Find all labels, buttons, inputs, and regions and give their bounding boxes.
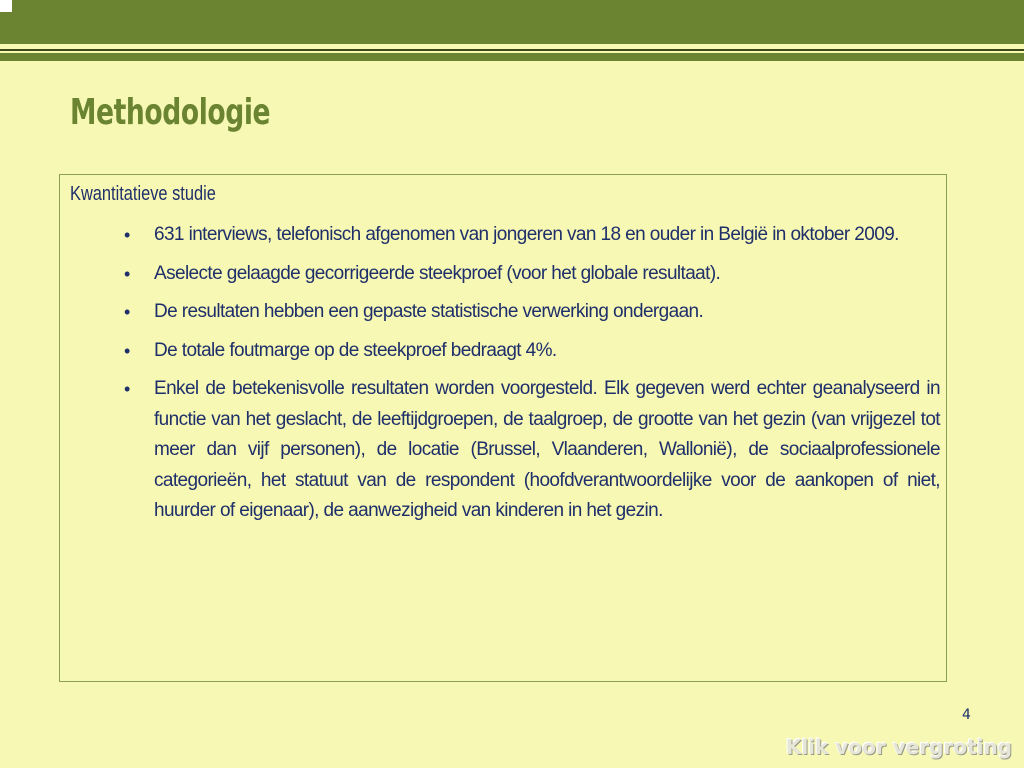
list-item — [120, 220, 940, 251]
bullet-icon: • — [124, 379, 131, 399]
page-number: 4 — [962, 707, 971, 723]
bullet-text: De totale foutmarge op de steekproef bedraagt 4%. — [154, 339, 557, 361]
bullet-icon: • — [124, 340, 131, 361]
bullet-text: Enkel de betekenisvolle resultaten worden voorgesteld. Elk gegeven werd echter geanalyseerd in functie van het geslacht, de leeftijdgroepen, de taalgroep, de grootte van het gezin (van vrijgezel tot meer dan vijf personen), de locatie (Brussel, Vlaanderen, Wallonië), de sociaalprofessionele categorieën, het statuut van de respondent (hoofdverantwoordelijke voor de aankopen of niet, huurder of eigenaar), de aanwezigheid van kinderen in het gezin. — [154, 378, 940, 521]
header-band — [0, 0, 1024, 44]
list-item — [120, 374, 940, 527]
bullet-text: De resultaten hebben een gepaste statistische verwerking ondergaan. — [154, 301, 704, 322]
list-item — [120, 297, 940, 328]
bullet-icon: • — [124, 302, 131, 322]
bullet-icon: • — [124, 225, 131, 245]
header-rule-thick — [0, 53, 1024, 61]
bullet-icon: • — [124, 263, 131, 284]
slide-title: Methodologie — [70, 92, 271, 133]
list-item — [120, 259, 940, 290]
corner-marker — [0, 0, 12, 12]
header-rule-thin — [0, 49, 1024, 51]
bullet-text: 631 interviews, telefonisch afgenomen van jongeren van 18 en ouder in België in oktober 2009. — [154, 224, 899, 245]
section-subtitle: Kwantitatieve studie — [70, 183, 216, 205]
bullet-list — [120, 220, 940, 535]
bullet-text: Aselecte gelaagde gecorrigeerde steekproef (voor het globale resultaat). — [154, 262, 721, 284]
list-item — [120, 336, 940, 367]
zoom-link[interactable]: Klik voor vergroting — [785, 735, 1012, 759]
